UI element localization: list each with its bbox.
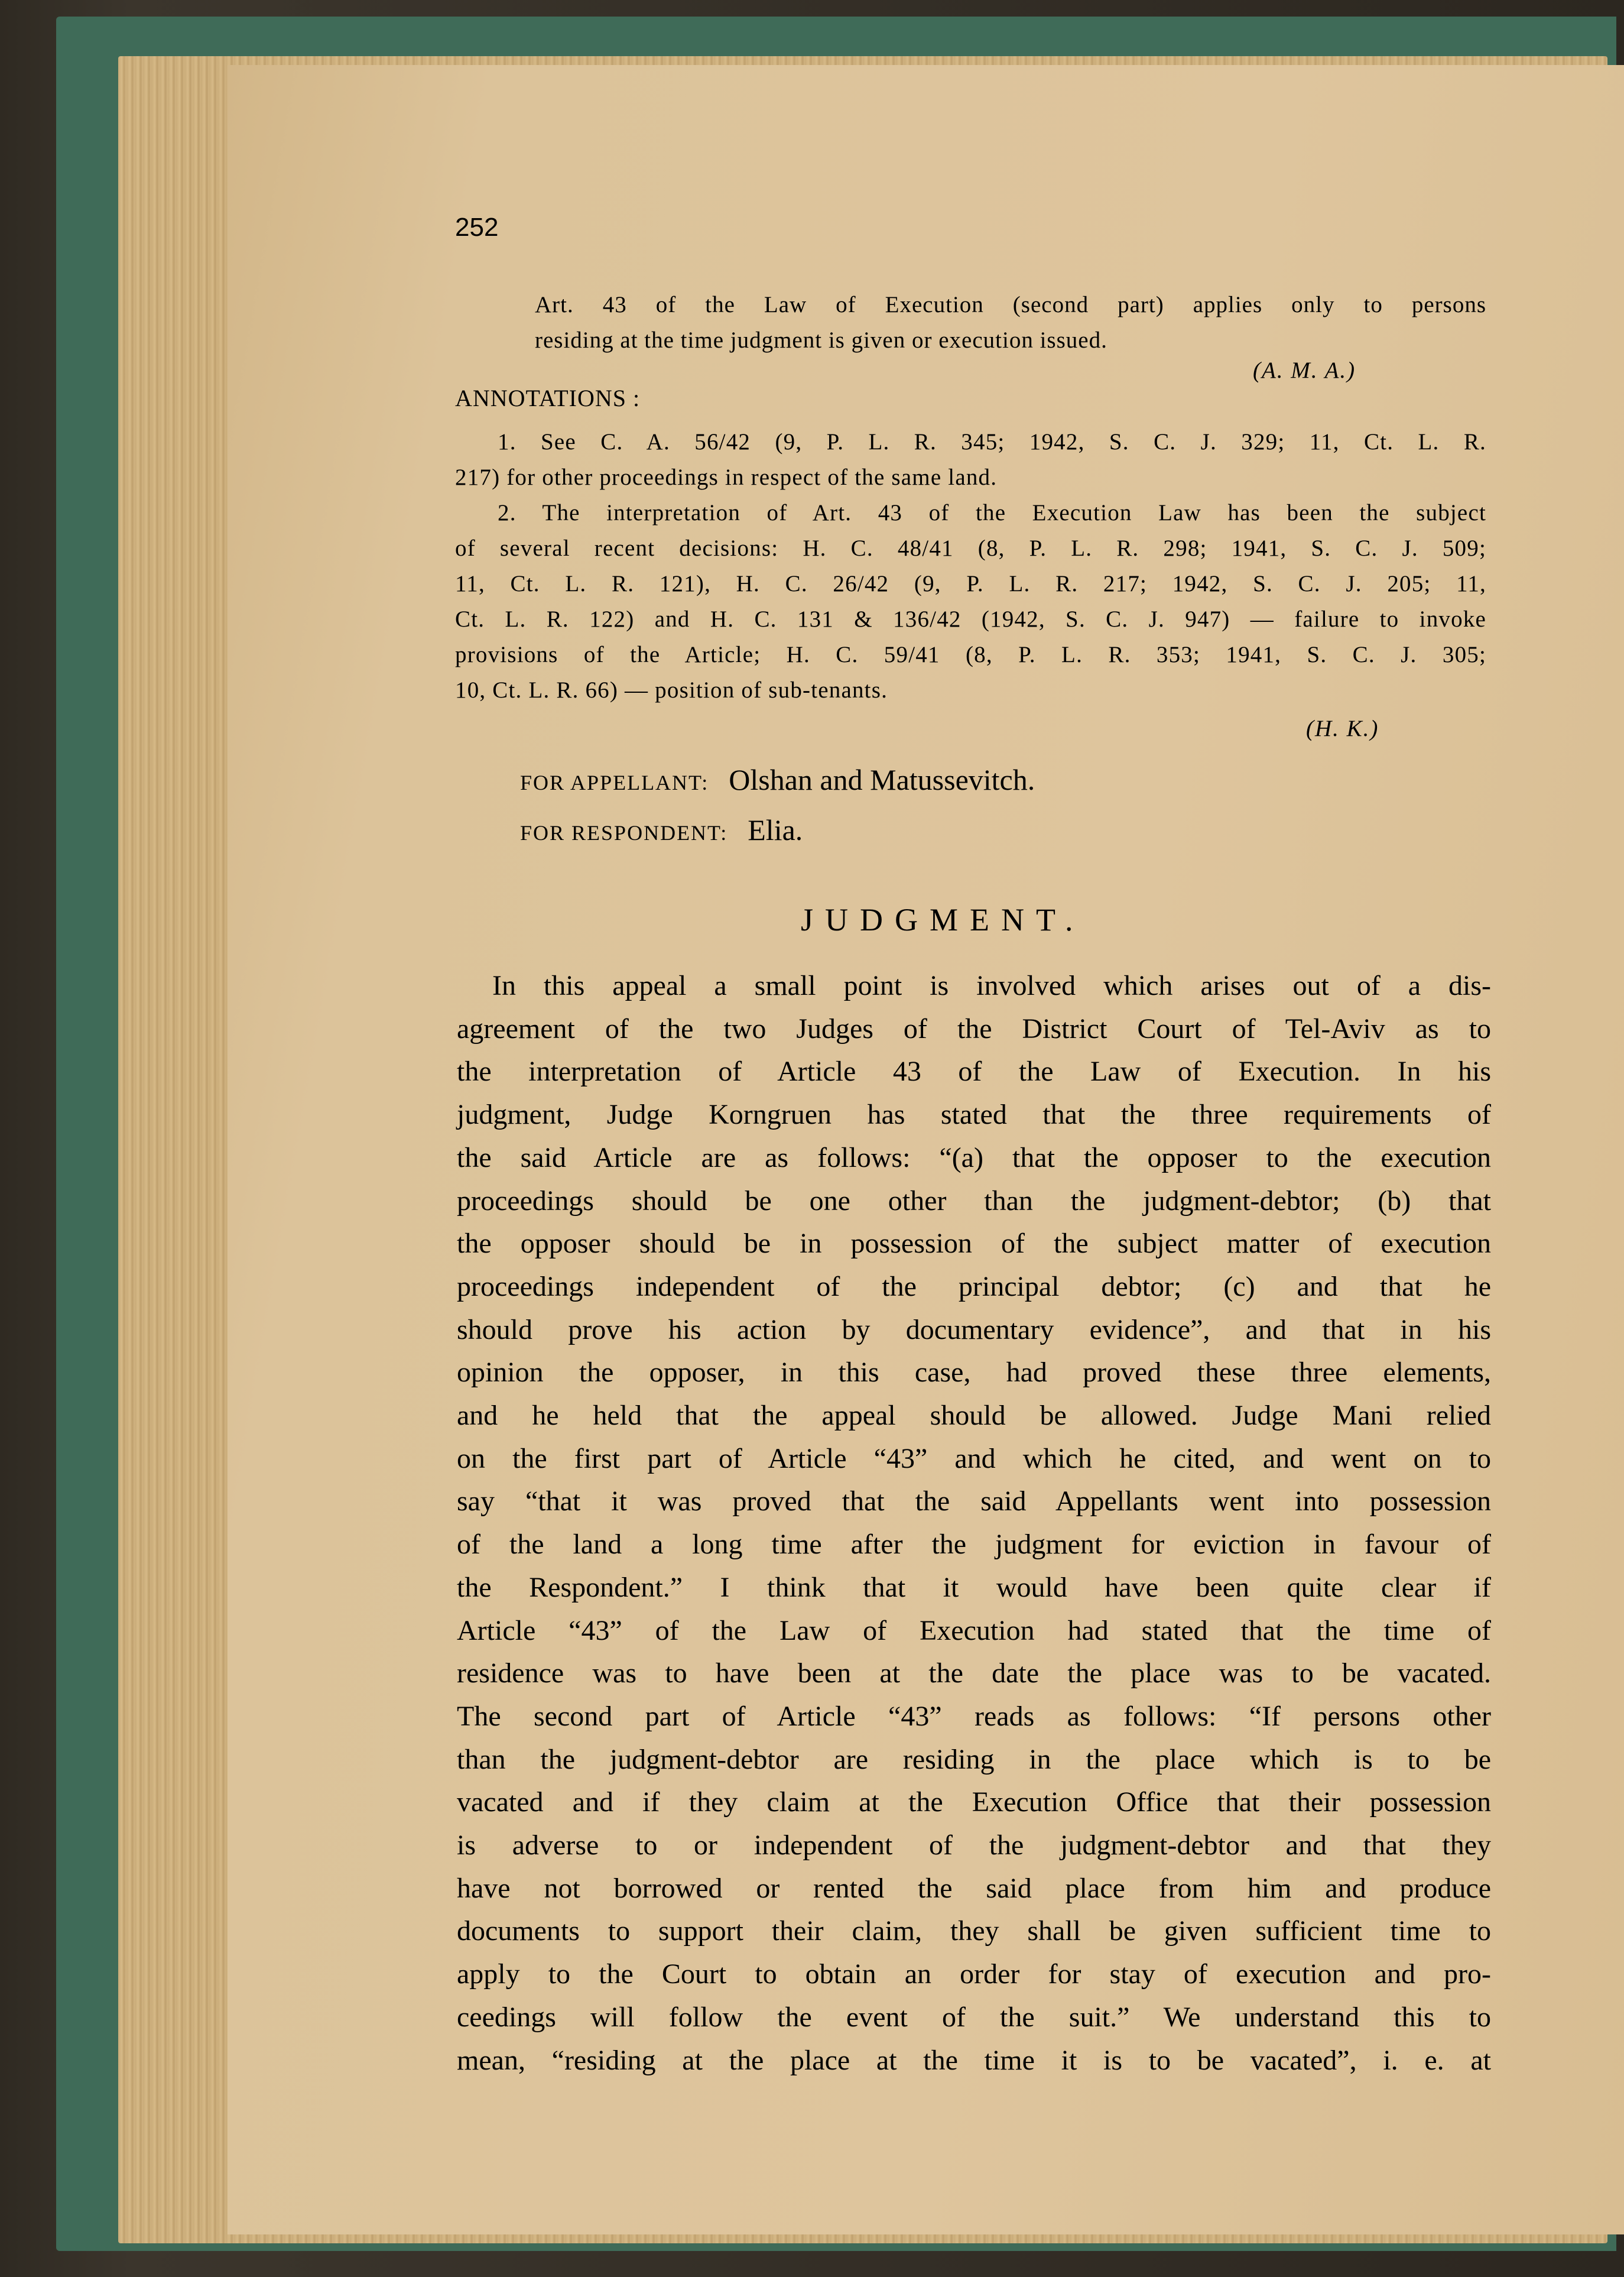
judgment-line: and he held that the appeal should be allowed. Judge Mani relied — [457, 1400, 1491, 1432]
judgment-line: of the land a long time after the judgment for eviction in favour of — [457, 1529, 1491, 1561]
judgment-title: JUDGMENT. — [801, 902, 1085, 938]
annotations-heading: ANNOTATIONS : — [455, 385, 641, 411]
annotation-line: of several recent decisions: H. C. 48/41 (8, P. L. R. 298; 1941, S. C. J. 509; — [455, 536, 1486, 561]
judgment-line: should prove his action by documentary evidence”, and that in his — [457, 1313, 1491, 1345]
annotations-list — [455, 424, 1486, 708]
judgment-line: Article “43” of the Law of Execution had stated that the time of — [457, 1614, 1491, 1646]
judgment-line: ceedings will follow the event of the suit.” We understand this to — [457, 2001, 1491, 2033]
judgment-line: vacated and if they claim at the Execution Office that their possession — [457, 1786, 1491, 1818]
judgment-line: the Respondent.” I think that it would have been quite clear if — [457, 1571, 1491, 1603]
respondent-label: FOR RESPONDENT: — [520, 821, 728, 845]
annotation-line: 2. The interpretation of Art. 43 of the Execution Law has been the subject — [498, 500, 1486, 526]
annotations-signature: (H. K.) — [1306, 716, 1379, 741]
appellant-counsel — [520, 763, 1035, 797]
annotation-line: 11, Ct. L. R. 121), H. C. 26/42 (9, P. L. R. 217; 1942, S. C. J. 205; 11, — [455, 571, 1486, 596]
respondent-name: Elia. — [748, 813, 803, 846]
judgment-line: is adverse to or independent of the judgment-debtor and that they — [457, 1830, 1491, 1861]
judgment-line: the interpretation of Article 43 of the Law of Execution. In his — [457, 1056, 1491, 1088]
judgment-line: than the judgment-debtor are residing in the place which is to be — [457, 1743, 1491, 1775]
judgment-body — [457, 965, 1491, 2082]
appellant-name: Olshan and Matussevitch. — [729, 763, 1035, 796]
judgment-line: apply to the Court to obtain an order for stay of execution and pro- — [457, 1958, 1491, 1990]
judgment-line: opinion the opposer, in this case, had proved these three elements, — [457, 1357, 1491, 1389]
summary-signature: (A. M. A.) — [1253, 358, 1356, 383]
judgment-line: the said Article are as follows: “(a) that the opposer to the execution — [457, 1141, 1491, 1173]
summary-line: residing at the time judgment is given or execution issued. — [535, 327, 1107, 353]
judgment-line: The second part of Article “43” reads as follows: “If persons other — [457, 1700, 1491, 1732]
judgment-line: have not borrowed or rented the said place from him and produce — [457, 1872, 1491, 1904]
judgment-line: documents to support their claim, they shall be given sufficient time to — [457, 1915, 1491, 1947]
page-number: 252 — [455, 213, 499, 242]
judgment-line: judgment, Judge Korngruen has stated that the three requirements of — [457, 1099, 1491, 1131]
judgment-line: proceedings independent of the principal debtor; (c) and that he — [457, 1270, 1491, 1302]
judgment-line: In this appeal a small point is involved which arises out of a dis- — [492, 970, 1491, 1001]
appellant-label: FOR APPELLANT: — [520, 771, 709, 794]
annotation-line: 1. See C. A. 56/42 (9, P. L. R. 345; 1942, S. C. J. 329; 11, Ct. L. R. — [498, 429, 1486, 455]
annotation-line: 217) for other proceedings in respect of the same land. — [455, 465, 998, 490]
summary-line: Art. 43 of the Law of Execution (second part) applies only to persons — [535, 292, 1486, 317]
annotation-line: Ct. L. R. 122) and H. C. 131 & 136/42 (1942, S. C. J. 947) — failure to invoke — [455, 606, 1486, 632]
judgment-line: proceedings should be one other than the judgment-debtor; (b) that — [457, 1185, 1491, 1217]
judgment-line: residence was to have been at the date the place was to be vacated. — [457, 1658, 1491, 1689]
judgment-line: agreement of the two Judges of the District Court of Tel-Aviv as to — [457, 1013, 1491, 1045]
annotation-line: 10, Ct. L. R. 66) — position of sub-tenants. — [455, 677, 888, 703]
respondent-counsel — [520, 813, 803, 847]
judgment-line: on the first part of Article “43” and which he cited, and went on to — [457, 1442, 1491, 1474]
case-summary — [535, 287, 1486, 358]
annotation-line: provisions of the Article; H. C. 59/41 (8, P. L. R. 353; 1941, S. C. J. 305; — [455, 642, 1486, 667]
judgment-line: say “that it was proved that the said Appellants went into possession — [457, 1485, 1491, 1517]
judgment-line: the opposer should be in possession of the subject matter of execution — [457, 1228, 1491, 1260]
judgment-line: mean, “residing at the place at the time it is to be vacated”, i. e. at — [457, 2044, 1491, 2076]
